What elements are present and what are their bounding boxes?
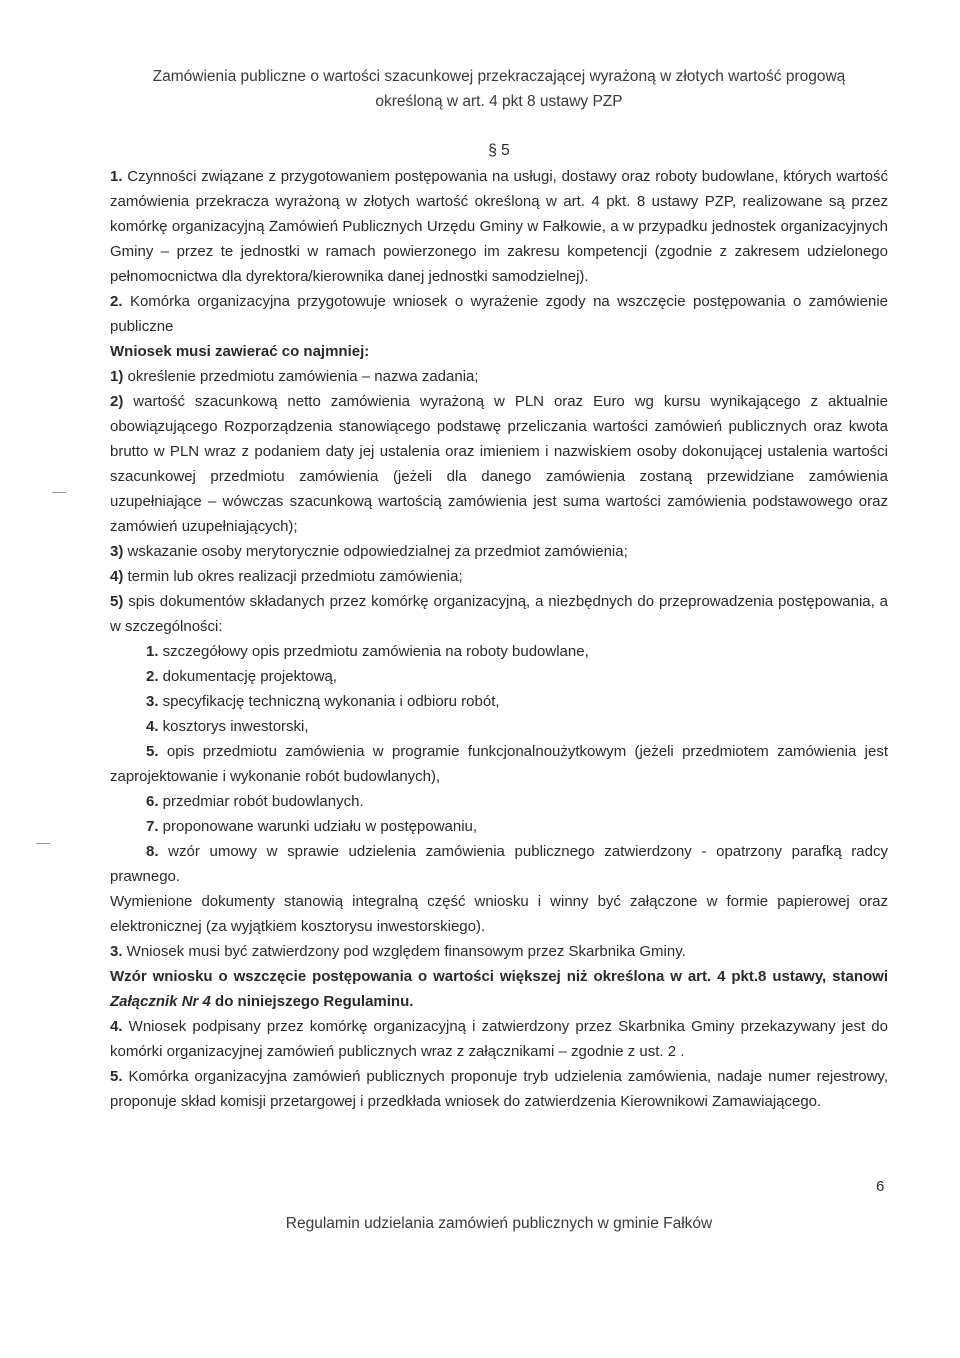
page-footer: Regulamin udzielania zamówień publicznych w gminie Fałków [285, 1215, 713, 1232]
doc-item: 3. specyfikację techniczną wykonania i odbioru robót, [146, 693, 500, 710]
paragraph-5: 5. Komórka organizacyjna zamówień publicznych proponuje tryb udzielenia zamówienia, nadaje numer rejestrowy, proponuje skład komisji przetargowej i przedkłada wniosek do zatwierdzenia Kierownikowi Zamawiającego. [110, 1068, 888, 1110]
list-item: 5) spis dokumentów składanych przez komórkę organizacyjną, a niezbędnych do przeprowadzenia postępowania, a w szczególności: [110, 593, 888, 635]
section-heading: § 5 [488, 142, 510, 159]
document-body [110, 164, 888, 1114]
paragraph-number: 1. [110, 168, 123, 185]
paragraph-text: Czynności związane z przygotowaniem postępowania na usługi, dostawy oraz roboty budowlane, których wartość zamówienia przekracza wyrażoną w złotych wartość określoną w art. 4 pkt. 8 ustawy PZP, realizowane są przez komórkę organizacyjną Zamówień Publicznych Urzędu Gminy w Fałkowie, a w przypadku jednostek organizacyjnych Gminy – przez te jednostki w ramach powierzonego im zakresu kompetencji (zgodnie z zakresem udzielonego pełnomocnictwa dla dyrektora/kierownika danej jednostki samodzielnej). [110, 168, 888, 285]
template-note: Wzór wniosku o wszczęcie postępowania o wartości większej niż określona w art. 4 pkt.8 ustawy, stanowi Załącznik Nr 4 do niniejszego Regulaminu. [110, 968, 888, 1010]
doc-item: 7. proponowane warunki udziału w postępowaniu, [146, 818, 478, 835]
scan-mark [36, 843, 50, 844]
paragraph-2 [110, 289, 888, 339]
paragraph-number: 2. [110, 293, 123, 310]
list-item: 4) termin lub okres realizacji przedmiotu zamówienia; [110, 568, 463, 585]
doc-item: 1. szczegółowy opis przedmiotu zamówienia na roboty budowlane, [146, 643, 589, 660]
doc-item: 2. dokumentację projektową, [146, 668, 337, 685]
list-item: 2) wartość szacunkową netto zamówienia wyrażoną w PLN oraz Euro wg kursu wynikającego z aktualnie obowiązującego Rozporządzenia stanowiącego podstawę przeliczania wartości zamówień publicznych oraz kwota brutto w PLN wraz z podaniem daty jej ustalenia oraz imieniem i nazwiskiem osoby dokonującej ustalenia wartości szacunkowej przedmiotu zamówienia (jeżeli dla danego zamówienia zostaną przewidziane zamówienia uzupełniające – wówczas szacunkową wartością zamówienia jest suma wartości zamówienia podstawowego oraz zamówień uzupełniających); [110, 393, 888, 535]
page-title [110, 64, 888, 114]
paragraph-3: 3. Wniosek musi być zatwierdzony pod względem finansowym przez Skarbnika Gminy. [110, 943, 686, 960]
doc-item: 5. opis przedmiotu zamówienia w programie funkcjonalnoużytkowym (jeżeli przedmiotem zamówienia jest zaprojektowanie i wykonanie robót budowlanych), [110, 743, 888, 785]
paragraph-1 [110, 164, 888, 289]
title-line-2: określoną w art. 4 pkt 8 ustawy PZP [375, 93, 623, 110]
paragraph-text: Komórka organizacyjna przygotowuje wniosek o wyrażenie zgody na wszczęcie postępowania o zamówienie publiczne [110, 293, 888, 335]
scan-mark [52, 492, 66, 493]
doc-item: 6. przedmiar robót budowlanych. [146, 793, 364, 810]
title-line-1: Zamówienia publiczne o wartości szacunkowej przekraczającej wyrażoną w złotych wartość progową [152, 68, 846, 85]
docs-note: Wymienione dokumenty stanowią integralną część wniosku i winny być załączone w formie papierowej oraz elektronicznej (za wyjątkiem kosztorysu inwestorskiego). [110, 893, 888, 935]
page-number: 6 [876, 1178, 885, 1195]
list-item: 3) wskazanie osoby merytorycznie odpowiedzialnej za przedmiot zamówienia; [110, 543, 628, 560]
doc-item: 4. kosztorys inwestorski, [146, 718, 309, 735]
doc-item: 8. wzór umowy w sprawie udzielenia zamówienia publicznego zatwierdzony - opatrzony parafką radcy prawnego. [110, 843, 888, 885]
list-item: 1) określenie przedmiotu zamówienia – nazwa zadania; [110, 368, 479, 385]
wniosek-heading: Wniosek musi zawierać co najmniej: [110, 343, 370, 360]
paragraph-4: 4. Wniosek podpisany przez komórkę organizacyjną i zatwierdzony przez Skarbnika Gminy przekazywany jest do komórki organizacyjnej zamówień publicznych wraz z załącznikami – zgodnie z ust. 2 . [110, 1018, 888, 1060]
